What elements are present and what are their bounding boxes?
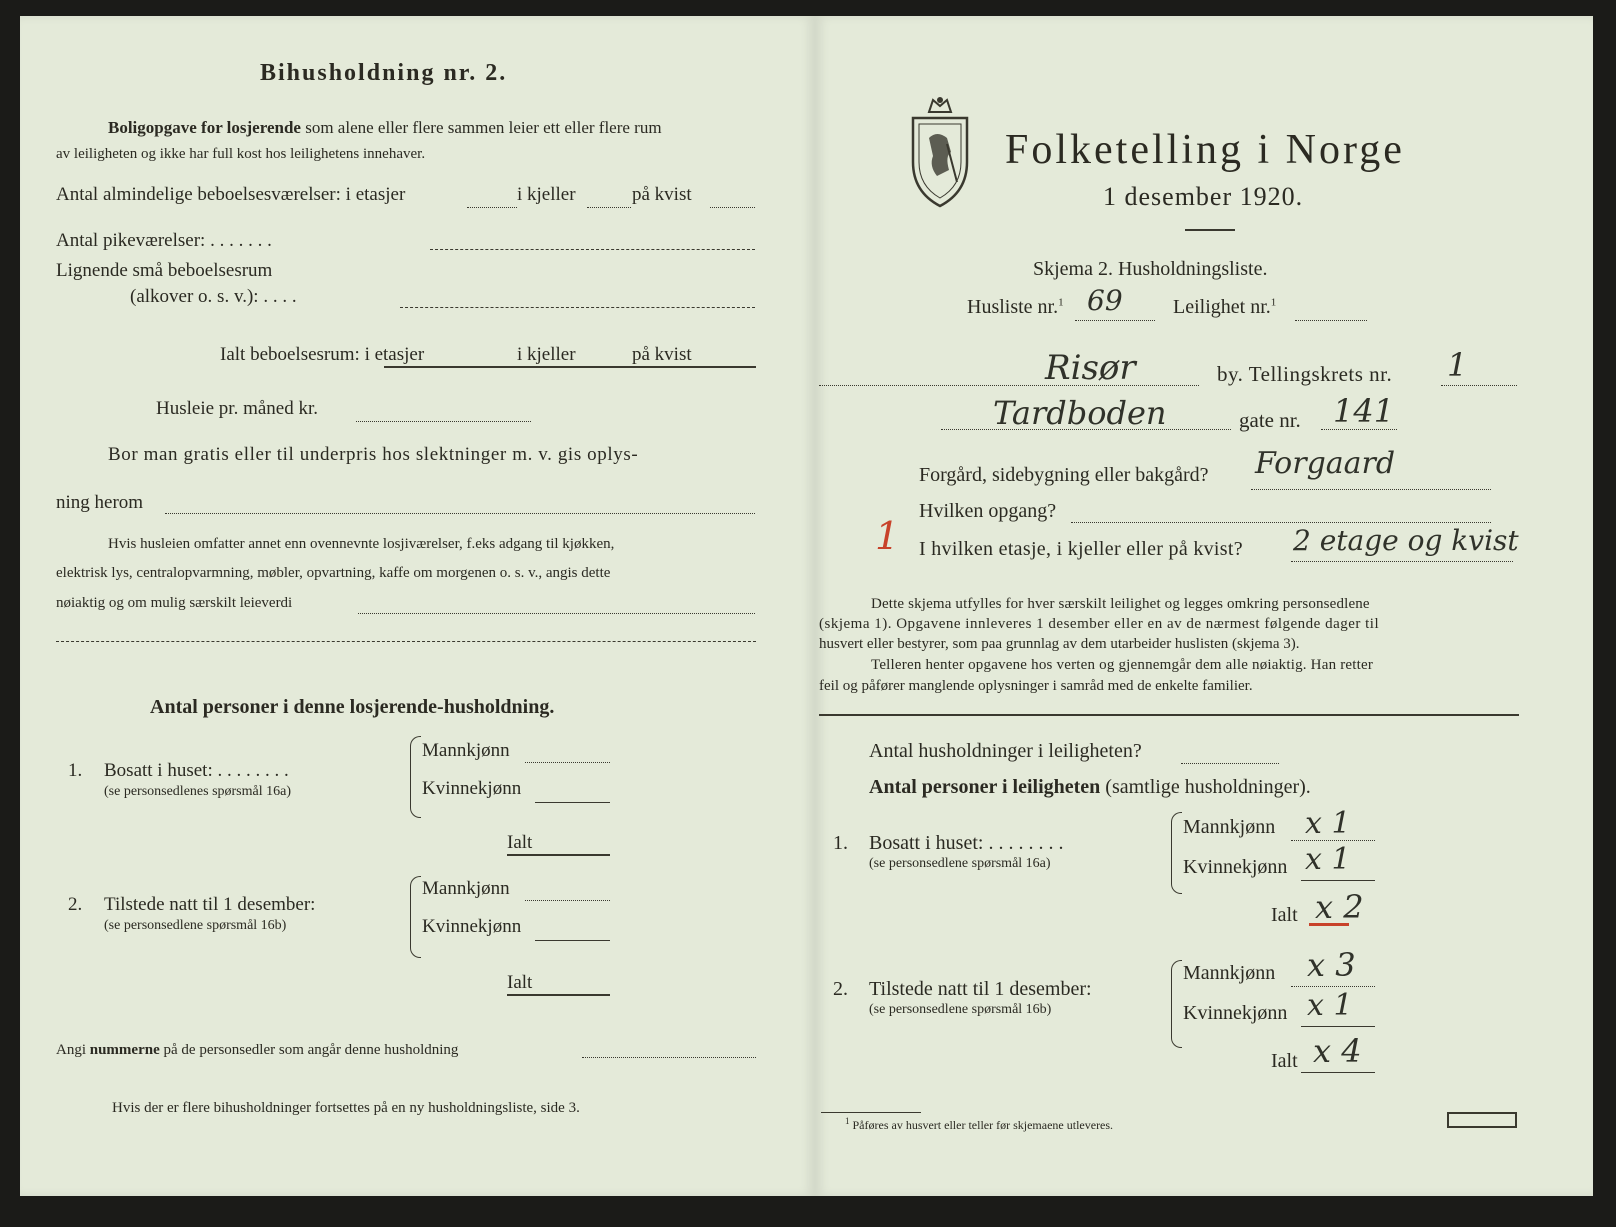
- q1-female-label: Kvinnekjønn: [422, 778, 522, 799]
- r-q2-brace: [1171, 960, 1182, 1048]
- r-q1-label: Bosatt i huset: . . . . . . . .: [869, 832, 1064, 854]
- households-label: Antal husholdninger i leiligheten?: [869, 740, 1142, 762]
- q1-number: 1.: [68, 760, 83, 781]
- gate-label: gate nr.: [1239, 408, 1301, 432]
- left-page: [20, 16, 815, 1196]
- numbers-pre: Angi: [56, 1042, 86, 1058]
- households-field[interactable]: [1181, 763, 1279, 764]
- r-q1-female-value: x 1: [1305, 842, 1351, 877]
- etasje-label: I hvilken etasje, i kjeller eller på kvist?: [919, 538, 1243, 560]
- tellingskrets-field[interactable]: [1441, 385, 1517, 386]
- r-q2-total-field[interactable]: [1301, 1072, 1375, 1073]
- city-value: Risør: [1045, 348, 1136, 388]
- r-q2-male-value: x 3: [1307, 946, 1356, 984]
- intro-line-1: [108, 118, 662, 138]
- q1-total-label: Ialt: [507, 832, 533, 853]
- street-field[interactable]: [941, 429, 1231, 430]
- similar-rooms-label-2: (alkover o. s. v.): . . . .: [130, 286, 297, 307]
- q1-male-field[interactable]: [525, 762, 610, 763]
- info-line-3: husvert eller bestyrer, som paa grunnlag av dem utarbeider huslisten (skjema 3).: [819, 636, 1300, 652]
- extra-line-3: nøiaktig og om mulig særskilt leieverdi: [56, 595, 293, 611]
- rent-field[interactable]: [356, 421, 531, 422]
- gate-value: 141: [1333, 392, 1395, 430]
- numbers-field[interactable]: [582, 1057, 756, 1058]
- r-q1-total-value: x 2: [1315, 888, 1364, 926]
- q1-female-field[interactable]: [535, 802, 610, 803]
- r-q1-male-value: x 1: [1305, 806, 1351, 841]
- right-page: [815, 16, 1593, 1196]
- intro-bold: Boligopgave for losjerende: [108, 118, 301, 137]
- r-q2-label: Tilstede natt til 1 desember:: [869, 978, 1092, 1000]
- persons-heading: [869, 776, 1311, 799]
- r-q1-total-underline: [1309, 923, 1349, 926]
- similar-rooms-field[interactable]: [400, 307, 755, 308]
- q1-brace: [410, 736, 421, 818]
- footnote-rule: [821, 1112, 921, 1113]
- footnote-mark: 1: [845, 1116, 850, 1126]
- gratis-line-1: Bor man gratis eller til underpris hos slektninger m. v. gis oplys-: [108, 444, 639, 465]
- r-q2-number: 2.: [833, 978, 848, 1000]
- total-rooms-field[interactable]: [384, 366, 756, 368]
- r-q2-female-label: Kvinnekjønn: [1183, 1002, 1288, 1024]
- husliste-label-text: Husliste nr.: [967, 296, 1059, 318]
- rooms-kjeller-field[interactable]: [587, 207, 631, 208]
- extra-line-1: Hvis husleien omfatter annet enn ovennevnte losjiværelser, f.eks adgang til kjøkken,: [108, 536, 615, 552]
- gate-field[interactable]: [1321, 429, 1397, 430]
- subhousehold-heading: Bihusholdning nr. 2.: [260, 60, 508, 86]
- city-field[interactable]: [819, 385, 1199, 386]
- maid-rooms-label: Antal pikeværelser: . . . . . . .: [56, 230, 272, 251]
- margin-mark: 1: [875, 514, 900, 558]
- numbers-bold: nummerne: [89, 1042, 160, 1058]
- title-rule: [1185, 229, 1235, 231]
- leilighet-label: [1173, 296, 1276, 319]
- r-q2-female-value: x 1: [1307, 988, 1353, 1023]
- rooms-label: Antal almindelige beboelsesværelser: i etasjer: [56, 184, 406, 205]
- leilighet-label-text: Leilighet nr.: [1173, 296, 1271, 318]
- q2-male-label: Mannkjønn: [422, 878, 510, 899]
- extra-line-2: elektrisk lys, centralopvarmning, møbler, opvartning, kaffe om morgenen o. s. v., angis dette: [56, 565, 611, 581]
- tellingskrets-value: 1: [1447, 346, 1468, 384]
- info-line-5: feil og påfører manglende oplysninger i samråd med de enkelte familier.: [819, 678, 1253, 694]
- forgaard-value: Forgaard: [1255, 446, 1396, 481]
- forgaard-label: Forgård, sidebygning eller bakgård?: [919, 464, 1209, 486]
- q2-male-field[interactable]: [525, 900, 610, 901]
- r-q1-female-label: Kvinnekjønn: [1183, 856, 1288, 878]
- r-q1-brace: [1171, 812, 1182, 894]
- r-q1-male-label: Mannkjønn: [1183, 816, 1276, 838]
- printer-stamp-icon: [1447, 1112, 1517, 1128]
- maid-rooms-field[interactable]: [430, 249, 755, 250]
- r-q2-female-field[interactable]: [1301, 1026, 1375, 1027]
- gratis-field[interactable]: [165, 513, 755, 514]
- leilighet-field[interactable]: [1295, 320, 1367, 321]
- intro-rest: som alene eller flere sammen leier ett eller flere rum: [305, 118, 662, 137]
- husliste-field[interactable]: [1075, 320, 1155, 321]
- q2-female-label: Kvinnekjønn: [422, 916, 522, 937]
- rooms-etasjer-field[interactable]: [467, 207, 517, 208]
- r-q2-total-value: x 4: [1313, 1032, 1362, 1070]
- gratis-line-2: ning herom: [56, 492, 144, 513]
- persons-heading-rest: (samtlige husholdninger).: [1105, 776, 1311, 798]
- info-line-1: Dette skjema utfylles for hver særskilt leilighet og legges omkring personsedlene: [871, 596, 1370, 612]
- r-q2-male-label: Mannkjønn: [1183, 962, 1276, 984]
- r-q1-total-label: Ialt: [1271, 904, 1298, 926]
- q2-label: Tilstede natt til 1 desember:: [104, 894, 316, 915]
- info-line-2: (skjema 1). Opgavene innleveres 1 desember eller en av de nærmest følgende dager til: [819, 616, 1380, 632]
- intro-line-2: av leiligheten og ikke har full kost hos leilighetens innehaver.: [56, 146, 426, 162]
- husliste-footnote: 1: [1058, 296, 1064, 309]
- street-value: Tardboden: [993, 394, 1167, 432]
- total-rooms-label: Ialt beboelsesrum: i etasjer: [220, 344, 425, 365]
- opgang-label: Hvilken opgang?: [919, 500, 1057, 522]
- info-line-4: Telleren henter opgavene hos verten og gjennemgår dem alle nøiaktig. Han retter: [871, 657, 1374, 673]
- husliste-value: 69: [1087, 284, 1123, 317]
- continue-note: Hvis der er flere bihusholdninger fortsettes på en ny husholdningsliste, side 3.: [112, 1100, 580, 1116]
- r-q2-total-label: Ialt: [1271, 1050, 1298, 1072]
- etasje-field[interactable]: [1291, 561, 1513, 562]
- rooms-kvist-label: på kvist: [632, 184, 692, 205]
- rent-label: Husleie pr. måned kr.: [156, 398, 318, 419]
- q2-total-field[interactable]: [507, 994, 610, 996]
- schema-label: Skjema 2. Husholdningsliste.: [1033, 258, 1268, 280]
- forgaard-field[interactable]: [1251, 489, 1491, 490]
- r-q1-sub: (se personsedlene spørsmål 16a): [869, 856, 1051, 871]
- total-kvist-label: på kvist: [632, 344, 692, 365]
- total-kjeller-label: i kjeller: [517, 344, 576, 365]
- numbers-rest: på de personsedler som angår denne husholdning: [163, 1042, 459, 1058]
- rooms-kvist-field[interactable]: [710, 207, 755, 208]
- persons-heading-bold: Antal personer i leiligheten: [869, 776, 1101, 798]
- numbers-line: [56, 1042, 458, 1059]
- q2-total-label: Ialt: [507, 972, 533, 993]
- q1-male-label: Mannkjønn: [422, 740, 510, 761]
- census-date: 1 desember 1920.: [1103, 182, 1304, 211]
- footnote-text: Påføres av husvert eller teller før skjemaene utleveres.: [852, 1118, 1114, 1132]
- q2-sub: (se personsedlene spørsmål 16b): [104, 918, 287, 933]
- opgang-field[interactable]: [1071, 522, 1491, 523]
- rooms-kjeller-label: i kjeller: [517, 184, 576, 205]
- q2-brace: [410, 876, 421, 958]
- extra-field-2[interactable]: [56, 641, 756, 642]
- r-q1-female-field[interactable]: [1301, 880, 1375, 881]
- footnote: [845, 1116, 1113, 1133]
- q1-total-field[interactable]: [507, 854, 610, 856]
- r-q2-sub: (se personsedlene spørsmål 16b): [869, 1002, 1052, 1017]
- r-q1-male-field[interactable]: [1291, 840, 1375, 841]
- extra-field[interactable]: [358, 613, 755, 614]
- census-title: Folketelling i Norge: [1005, 127, 1405, 173]
- leilighet-footnote: 1: [1270, 296, 1277, 309]
- info-rule: [819, 714, 1519, 716]
- similar-rooms-label-1: Lignende små beboelsesrum: [56, 260, 273, 281]
- etasje-value: 2 etage og kvist: [1293, 524, 1519, 557]
- q1-label: Bosatt i huset: . . . . . . . .: [104, 760, 289, 781]
- r-q2-male-field[interactable]: [1291, 986, 1375, 987]
- r-q1-number: 1.: [833, 832, 848, 854]
- persons-heading: Antal personer i denne losjerende-husholdning.: [150, 696, 555, 718]
- q2-female-field[interactable]: [535, 940, 610, 941]
- q1-sub: (se personsedlenes spørsmål 16a): [104, 784, 292, 799]
- coat-of-arms-icon: [907, 92, 973, 212]
- tellingskrets-label: by. Tellingskrets nr.: [1217, 362, 1393, 386]
- q2-number: 2.: [68, 894, 83, 915]
- husliste-label: [967, 296, 1064, 319]
